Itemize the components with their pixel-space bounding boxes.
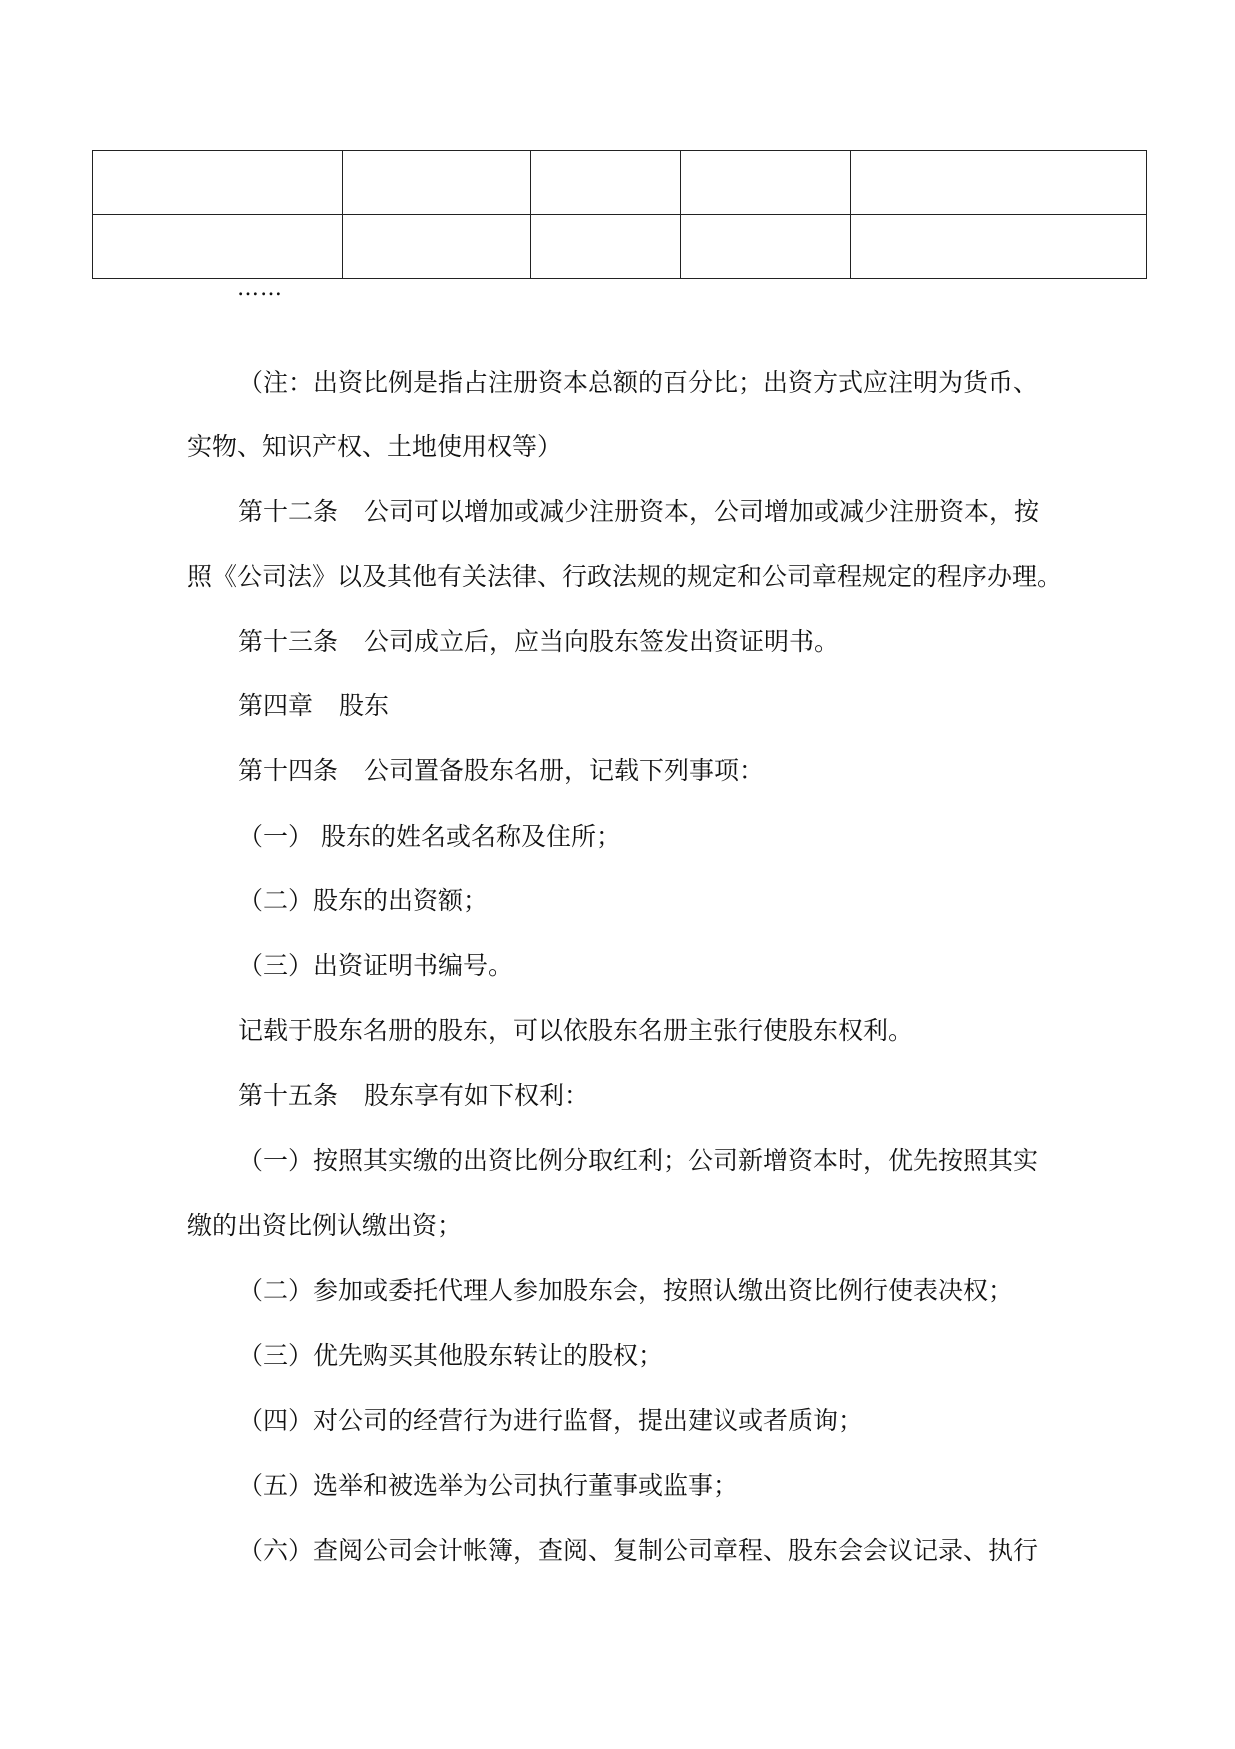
table-row: [93, 215, 1147, 279]
table-cell: [531, 151, 681, 215]
table-cell: [343, 215, 531, 279]
article-12-line-1: [238, 497, 1039, 527]
table-cell: [531, 215, 681, 279]
chapter-4-heading: [238, 691, 389, 721]
article-12-number: 第十二条: [238, 497, 339, 526]
shareholder-contribution-table: [92, 150, 1147, 279]
note-line-2: 实物、知识产权、土地使用权等）: [187, 432, 563, 461]
table-cell: [93, 215, 343, 279]
article-13: [238, 627, 839, 657]
article-13-text: 公司成立后，应当向股东签发出资证明书。: [364, 627, 840, 656]
ellipsis: ……: [237, 276, 283, 301]
article-14-item-2: （二）股东的出资额；: [238, 886, 489, 915]
table-cell: [681, 151, 851, 215]
table-cell: [851, 215, 1147, 279]
article-15: [238, 1081, 589, 1111]
article-13-number: 第十三条: [238, 627, 339, 656]
article-15-text: 股东享有如下权利：: [364, 1081, 590, 1110]
table-cell: [681, 215, 851, 279]
article-14: [238, 756, 764, 786]
table-row: [93, 151, 1147, 215]
article-15-item-1-line-2: 缴的出资比例认缴出资；: [187, 1211, 463, 1240]
chapter-4-number: 第四章: [238, 691, 314, 720]
article-15-item-2: （二）参加或委托代理人参加股东会，按照认缴出资比例行使表决权；: [238, 1276, 1014, 1305]
article-14-item-1: （一） 股东的姓名或名称及住所；: [238, 822, 621, 851]
article-15-item-5: （五）选举和被选举为公司执行董事或监事；: [238, 1471, 739, 1500]
article-15-item-1-line-1: （一）按照其实缴的出资比例分取红利；公司新增资本时，优先按照其实: [238, 1146, 1039, 1175]
table-cell: [343, 151, 531, 215]
chapter-4-title: 股东: [339, 691, 390, 720]
table-cell: [851, 151, 1147, 215]
article-14-item-3: （三）出资证明书编号。: [238, 951, 514, 980]
note-line-1: （注：出资比例是指占注册资本总额的百分比；出资方式应注明为货币、: [238, 368, 1039, 397]
article-14-text: 公司置备股东名册，记载下列事项：: [364, 756, 765, 785]
article-15-item-6: （六）查阅公司会计帐簿，查阅、复制公司章程、股东会会议记录、执行: [238, 1536, 1039, 1565]
article-15-item-4: （四）对公司的经营行为进行监督，提出建议或者质询；: [238, 1406, 864, 1435]
article-14-closing: 记载于股东名册的股东，可以依股东名册主张行使股东权利。: [238, 1016, 914, 1045]
article-15-item-3: （三）优先购买其他股东转让的股权；: [238, 1341, 664, 1370]
article-15-number: 第十五条: [238, 1081, 339, 1110]
article-12-line-2: 照《公司法》以及其他有关法律、行政法规的规定和公司章程规定的程序办理。: [187, 562, 1063, 591]
article-14-number: 第十四条: [238, 756, 339, 785]
table-cell: [93, 151, 343, 215]
article-12-text: 公司可以增加或减少注册资本，公司增加或减少注册资本，按: [364, 497, 1040, 526]
